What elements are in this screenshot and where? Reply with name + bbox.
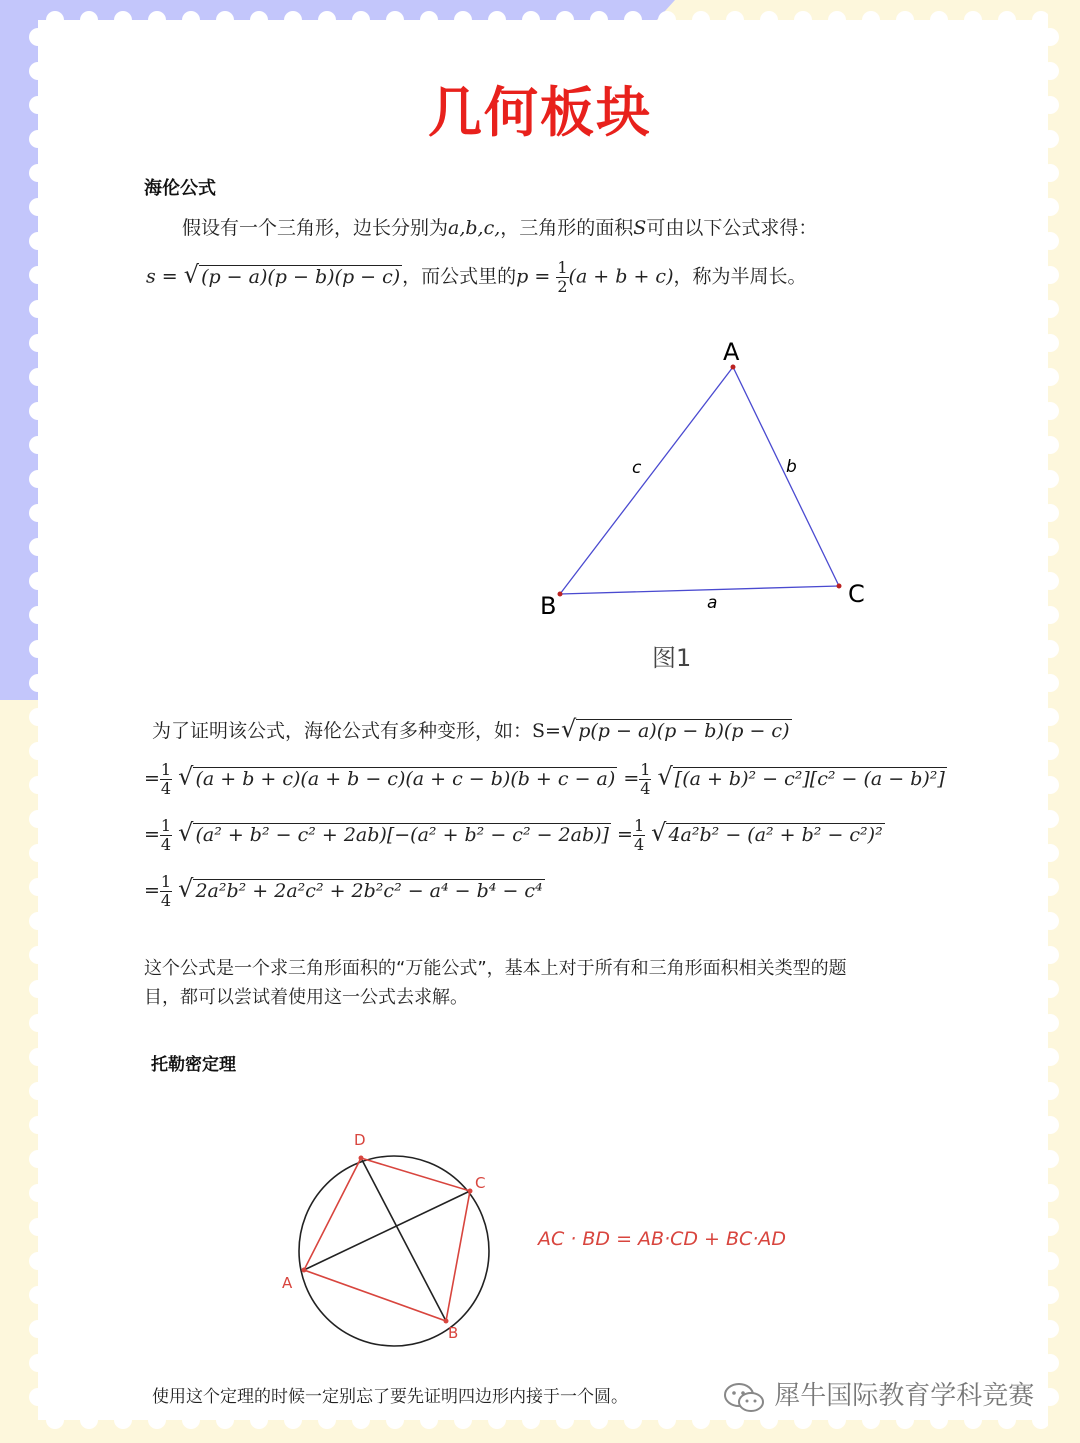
page-title: 几何板块 [428,81,652,144]
ptolemy-heading: 托勒密定理 [151,1055,236,1075]
heron-intro: 假设有一个三角形，边长分别为a,b,c,，三角形的面积S可由以下公式求得： [182,217,818,239]
vertex-b [558,592,563,597]
label-B: B [448,1324,459,1342]
vertex-c [468,1189,473,1194]
heron-heading: 海伦公式 [144,178,216,199]
side-a [560,586,839,594]
label-D: D [354,1131,366,1149]
watermark-text: 犀牛国际教育学科竞赛 [774,1381,1035,1411]
diagonal-ac [304,1191,470,1270]
stamp-edge-right [1034,20,1066,1420]
figure-caption: 图1 [652,644,692,672]
ptolemy-figure [270,1120,510,1350]
circumcircle [299,1156,489,1346]
wechat-icon [722,1381,766,1413]
ptolemy-equation: AC · BD = AB·CD + BC·AD [538,1228,786,1250]
label-C: C [475,1174,486,1192]
diagonal-bd [361,1158,446,1321]
proof-line-2: = $\frac{1}{4}$ √ (a² + b² − c² + 2ab)[−(a² + b² − c² − 2ab)] = $\frac{1}{4}$ √ 4a²b² − (a² + b² − c²)² [144,816,883,854]
stamp-edge-left [22,20,54,1420]
vertex-a [302,1268,307,1273]
vertex-b [444,1319,449,1324]
label-side-c: c [632,458,642,478]
vertex-c [837,584,842,589]
conclusion-line-1: 这个公式是一个求三角形面积的“万能公式”，基本上对于所有和三角形面积相关类型的题 [144,958,847,979]
label-side-b: b [786,457,797,477]
label-B: B [540,592,557,620]
label-A: A [723,338,740,366]
ptolemy-note: 使用这个定理的时候一定别忘了要先证明四边形内接于一个圆。 [152,1387,628,1407]
label-side-a: a [707,593,718,613]
vertex-d [359,1156,364,1161]
triangle-figure [520,330,880,680]
proof-intro: 为了证明该公式，海伦公式有多种变形，如：S=√ p(p − a)(p − b)(p − c) [152,715,790,743]
stamp-edge-top [38,4,1048,36]
conclusion-line-2: 目，都可以尝试着使用这一公式去求解。 [144,987,468,1008]
proof-line-3: = $\frac{1}{4}$ √ 2a²b² + 2a²c² + 2b²c² − a⁴ − b⁴ − c⁴ [144,872,543,910]
watermark [722,1375,1034,1413]
heron-formula: s = √ (p − a)(p − b)(p − c) ，而公式里的p = $\frac{1}{2}$ (a + b + c)，称为半周长。 [146,258,807,296]
side-c [560,367,733,594]
label-C: C [848,580,865,608]
proof-line-1: = $\frac{1}{4}$ √ (a + b + c)(a + b − c)(a + c − b)(b + c − a) = $\frac{1}{4}$ √ [(a + b)² − c²][c² − (a − b)²] [144,760,945,798]
label-A: A [282,1274,293,1292]
